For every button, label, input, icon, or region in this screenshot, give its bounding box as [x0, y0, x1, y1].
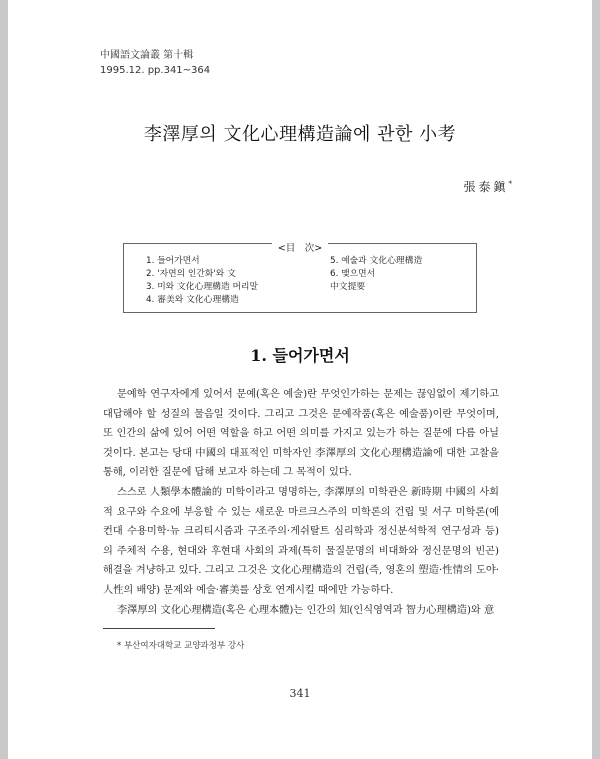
- section-heading: 1. 들어가면서: [250, 346, 350, 365]
- author-line: [463, 178, 512, 195]
- paragraph: 스스로 人類學本體論的 미학이라고 명명하는, 李澤厚의 미학관은 新時期 中國의 사회적 요구와 수요에 부응할 수 있는 새로운 마르크스주의 미학론의 건립 및 서구 미학론(예컨대 수용미학·뉴 크리티시즘과 구조주의·게쉬탈트 심리학과 정신분석학적 연구성과 등)의 주체적 수용, 현대와 후현대 사회의 과제(특히 물질문명의 비대화와 정신문명의 빈곤) 해결을 겨냥하고 있다. 그리고 그것은 文化心理構造의 건립(즉, 영혼의 塑造·性情의 도야·人性의 배양) 문제와 예술·審美를 상호 연계시킬 때에만 가능하다.: [103, 486, 499, 596]
- toc-item: 中文提要: [330, 282, 366, 292]
- author-footnote-mark: *: [508, 180, 512, 188]
- author-name: 張泰鎭: [463, 180, 509, 194]
- toc-item: 5. 예술과 文化心理構造: [330, 256, 423, 266]
- article-title: 李澤厚의 文化心理構造論에 관한 小考: [143, 124, 457, 145]
- toc-heading: <目 次>: [272, 243, 328, 254]
- toc-right-column: [330, 255, 422, 294]
- footnote: * 부산여자대학교 교양과정부 강사: [117, 641, 245, 651]
- toc-item: 2. '자연의 인간화'와 文: [146, 269, 236, 279]
- toc-item: 6. 맺으면서: [330, 269, 376, 279]
- journal-info: [100, 48, 210, 78]
- footnote-rule: [103, 628, 215, 629]
- body-text: [103, 385, 499, 620]
- toc-left-column: [146, 255, 258, 307]
- toc-item: 4. 審美와 文化心理構造: [146, 295, 239, 305]
- scan-border-right: [592, 0, 600, 759]
- toc-item: 3. 미와 文化心理構造 머리말: [146, 282, 259, 292]
- paragraph: 李澤厚의 文化心理構造(혹은 心理本體)는 인간의 知(인식영역과 智力心理構造)와 意: [117, 604, 495, 616]
- table-of-contents: [123, 243, 477, 313]
- journal-name: 中國語文論叢 第十輯: [100, 50, 194, 61]
- journal-issue: 1995.12. pp.341~364: [100, 65, 211, 76]
- paragraph: 문예학 연구자에게 있어서 문예(혹은 예술)란 무엇인가하는 문제는 끊임없이 제기하고 대답해야 할 성질의 물음일 것이다. 그리고 그것은 문예작품(혹은 예술품)이란 무엇이며, 또 인간의 삶에 있어 어떤 역할을 하고 어떤 의미를 가지고 있는가 하는 질문에 다름 아닐 것이다. 본고는 당대 中國의 대표적인 미학자인 李澤厚의 文化心理構造論에 대한 고찰을 통해, 이러한 질문에 답해 보고자 하는데 그 목적이 있다.: [103, 389, 499, 479]
- scan-border-left: [0, 0, 8, 759]
- page-number: 341: [289, 687, 311, 700]
- toc-item: 1. 들어가면서: [146, 256, 200, 266]
